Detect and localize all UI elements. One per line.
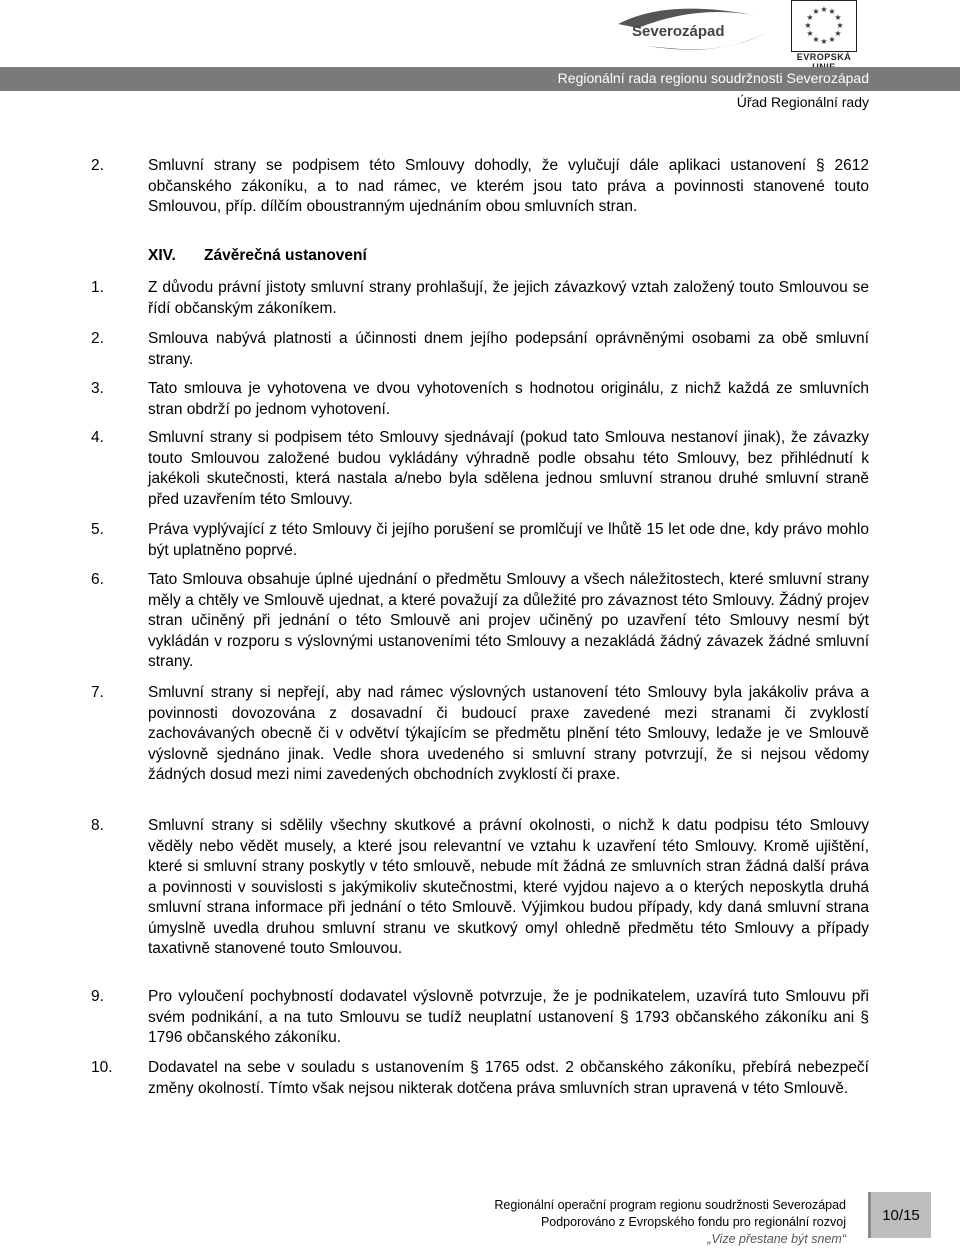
item-text: Smluvní strany si nepřejí, aby nad rámec výslovných ustanovení této Smlouvy byla jakákoliv práva a povinnosti dovozována z dosavadní či budoucí praxe zavedené mezi stranami či zvyklostí zachovávaných obecně či v odvětví týkajícím se předmětu plnění této Smlouvy, ledaže je ve Smlouvě výslovně sjednáno jinak. Vedle shora uvedeného si smluvní strany potvrzují, že si nejsou vědomy žádných dosud mezi nimi zavedených obchodních zvyklostí či praxe. <box>148 684 869 783</box>
list-item <box>91 816 869 960</box>
svg-text:★: ★ <box>804 21 812 30</box>
header-bar-text: Regionální rada regionu soudržnosti Severozápad <box>557 70 869 86</box>
svg-text:★: ★ <box>834 29 842 38</box>
intro-item <box>91 156 869 218</box>
eu-flag-icon <box>791 0 857 52</box>
svg-text:★: ★ <box>806 13 814 22</box>
svg-text:★: ★ <box>820 5 828 14</box>
section-title <box>148 247 367 265</box>
item-text: Smlouva nabývá platnosti a účinnosti dnem jejího podepsání oprávněnými osobami za obě smluvní strany. <box>148 330 869 368</box>
item-text: Pro vyloučení pochybností dodavatel výslovně potvrzuje, že je podnikatelem, uzavírá tuto Smlouvu při svém podnikání, a na tuto Smlouvu se tudíž neuplatní ustanovení § 1793 občanského zákoníku ani § 1796 občanského zákoníku. <box>148 988 869 1046</box>
item-text: Tato smlouva je vyhotovena ve dvou vyhotoveních s hodnotou originálu, z nichž každá ze smluvních stran obdrží po jednom vyhotovení. <box>148 380 869 418</box>
svg-text:★: ★ <box>812 35 820 44</box>
footer-program: Regionální operační program regionu soudržnosti Severozápad <box>494 1198 846 1212</box>
page-number: 10/15 <box>868 1192 931 1238</box>
list-item <box>91 428 869 510</box>
footer-motto: „Vize přestane být snem“ <box>707 1232 846 1246</box>
svg-text:★: ★ <box>834 13 842 22</box>
section-heading: Závěrečná ustanovení <box>204 247 367 264</box>
item-text: Tato Smlouva obsahuje úplné ujednání o předmětu Smlouvy a všech náležitostech, které smluvní strany měly a chtěly ve Smlouvě ujednat, a které považují za důležité pro závaznost této Smlouvy. Žádný projev stran učiněný při jednání o této Smlouvě ani projev učiněný po uzavření této Smlouvy nesmí být vykládán v rozporu s výslovnými ustanoveními této Smlouvy a nezakládá žádný závazek žádné smluvní strany. <box>148 571 869 670</box>
item-number: 9. <box>91 988 104 1005</box>
list-item <box>91 329 869 370</box>
item-text: Smluvní strany se podpisem této Smlouvy dohodly, že vylučují dále aplikaci ustanovení § 2612 občanského zákoníku, a to nad rámec, ve kterém jsou tato práva a povinnosti stanovené touto Smlouvou, příp. dílčím oboustranným ujednáním obou smluvních stran. <box>148 157 869 215</box>
item-number: 4. <box>91 429 104 446</box>
item-text: Smluvní strany si sdělily všechny skutkové a právní okolnosti, o nichž k datu podpisu této Smlouvy věděly nebo vědět musely, a které jsou relevantní ve vztahu k uzavření této Smlouvy. Kromě ujištění, které si smluvní strany poskytly v této smlouvě, nebude mít žádná ze smluvních stran žádná další práva a povinnosti v souvislosti s jakýmikoliv skutečnostmi, které vyjdou najevo a o kterých neposkytla druhá smluvní strana informace při jednání o této Smlouvě. Výjimkou budou případy, kdy daná smluvní strana úmyslně uvedla druhou smluvní stranu ve skutkový omyl ohledně předmětu této Smlouvy a případy taxativně stanovené touto Smlouvou. <box>148 817 869 957</box>
item-text: Smluvní strany si podpisem této Smlouvy sjednávají (pokud tato Smlouva nestanoví jinak), že závazky touto Smlouvou založené budou vykládány výhradně podle obsahu této Smlouvy, bez přihlédnutí k jakékoli skutečnosti, která nastala a/nebo byla sdělena jednou smluvní stranou druhé smluvní straně před uzavřením této Smlouvy. <box>148 429 869 508</box>
severozapad-logo-icon <box>608 2 778 52</box>
item-number: 8. <box>91 817 104 834</box>
logo-text: Severozápad <box>632 23 725 40</box>
svg-text:★: ★ <box>812 7 820 16</box>
svg-text:★: ★ <box>820 37 828 46</box>
item-number: 6. <box>91 571 104 588</box>
severozapad-logo <box>608 2 778 52</box>
item-text: Z důvodu právní jistoty smluvní strany prohlašují, že jejich závazkový vztah založený touto Smlouvou se řídí občanským zákoníkem. <box>148 279 869 317</box>
item-number: 2. <box>91 157 104 174</box>
list-item <box>91 379 869 420</box>
svg-text:★: ★ <box>828 7 836 16</box>
svg-text:★: ★ <box>828 35 836 44</box>
item-number: 10. <box>91 1059 113 1076</box>
item-text: Práva vyplývající z této Smlouvy či jejího porušení se promlčují ve lhůtě 15 let ode dne, kdy právo mohlo být uplatněno poprvé. <box>148 521 869 559</box>
list-item <box>91 987 869 1049</box>
list-item <box>91 683 869 786</box>
list-item <box>91 520 869 561</box>
item-number: 3. <box>91 380 104 397</box>
item-text: Dodavatel na sebe v souladu s ustanovením § 1765 odst. 2 občanského zákoníku, přebírá nebezpečí změny okolností. Tímto však nejsou nikterak dotčena práva smluvních stran upravená v této Smlouvě. <box>148 1059 869 1097</box>
section-number: XIV. <box>148 247 176 264</box>
item-number: 2. <box>91 330 104 347</box>
eu-logo <box>787 0 861 64</box>
list-item <box>91 1058 869 1099</box>
item-number: 1. <box>91 279 104 296</box>
header-bar <box>0 67 960 91</box>
list-item <box>91 278 869 319</box>
svg-text:★: ★ <box>806 29 814 38</box>
header-subtitle: Úřad Regionální rady <box>736 94 869 110</box>
item-number: 5. <box>91 521 104 538</box>
list-item <box>91 570 869 673</box>
eu-label: EVROPSKÁ <box>796 52 852 62</box>
footer-funding: Podporováno z Evropského fondu pro regionální rozvoj <box>540 1215 846 1229</box>
item-number: 7. <box>91 684 104 701</box>
svg-text:★: ★ <box>836 21 844 30</box>
